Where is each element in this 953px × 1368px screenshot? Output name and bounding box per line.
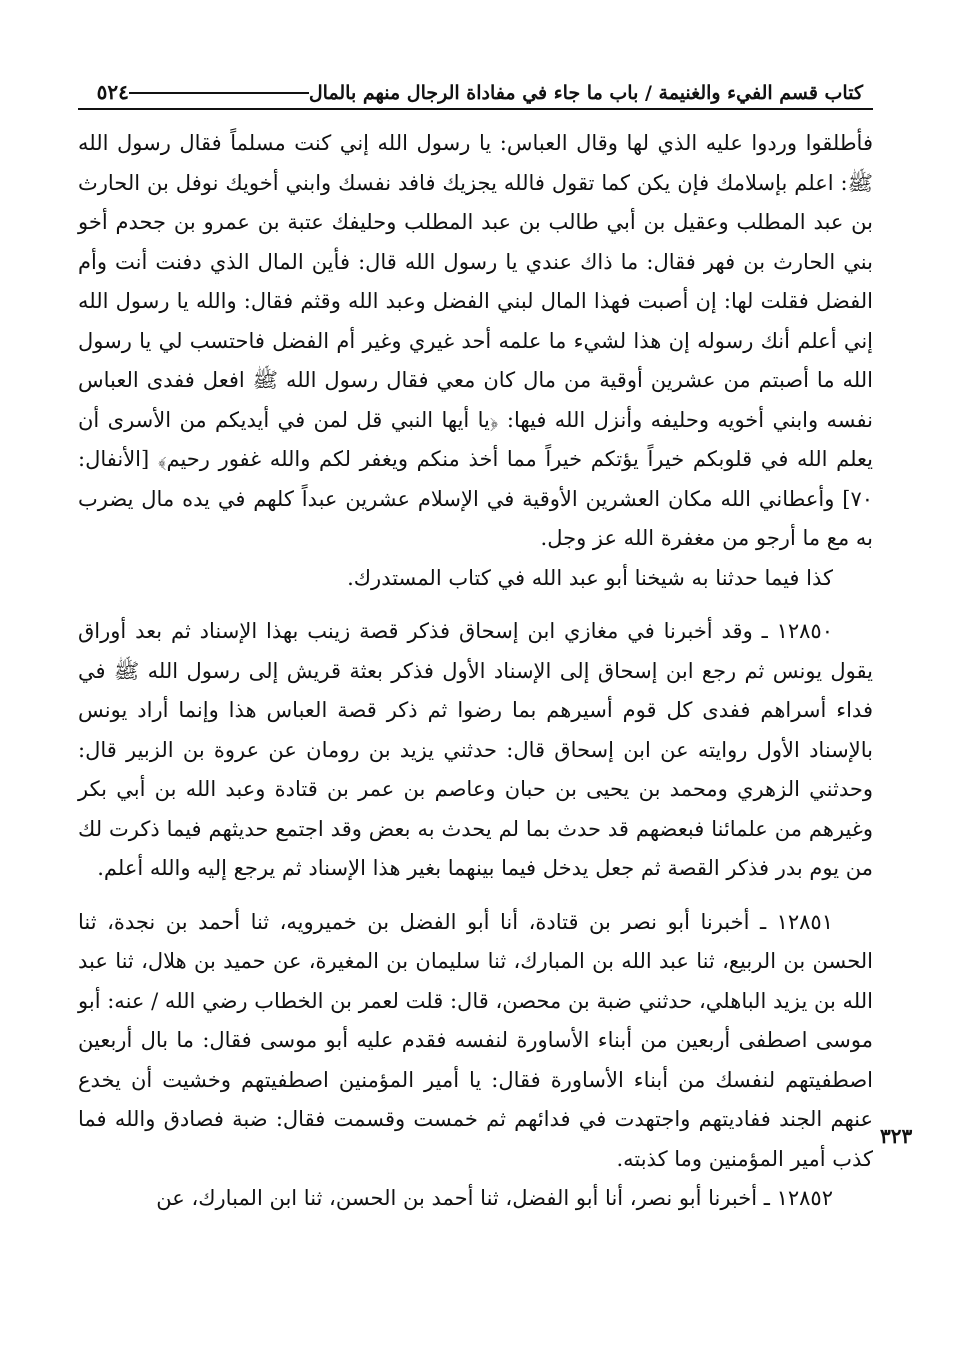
hadith-12852: ١٢٨٥٢ ـ أخبرنا أبو نصر، أنا أبو الفضل، ثنا أحمد بن الحسن، ثنا ابن المبارك، عن [156, 1186, 833, 1210]
page-number: ٥٢٤ [96, 80, 129, 104]
hadith-12850: ١٢٨٥٠ ـ وقد أخبرنا في مغازي ابن إسحاق فذكر قصة زينب بهذا الإسناد ثم بعد أوراق يقول يونس ثم رجع ابن إسحاق إلى الإسناد الأول فذكر بعثة قريش إلى رسول الله ﷺ في فداء أسراهم ففدى كل قوم أسيرهم بما رضوا ثم ذكر قصة العباس هذا وإنما أراد يونس بالإسناد الأول روايته عن ابن إسحاق قال: حدثني يزيد بن رومان عن عروة بن الزبير قال: وحدثني الزهري ومحمد بن يحيى بن حبان وعاصم بن عمر بن قتادة وعبد الله بن أبي بكر وغيرهم من علمائنا فبعضهم قد حدث بما لم يحدث به بعض وقد اجتمع حديثهم فيما ذكرت لك من يوم بدر فذكر القصة ثم جعل يدخل فيما بينهما بغير هذا الإسناد ثم يرجع إليه والله أعلم. [78, 619, 873, 880]
page-header [78, 68, 873, 110]
header-rule [129, 92, 309, 94]
paragraph-mustadrak-note: كذا فيما حدثنا به شيخنا أبو عبد الله في كتاب المستدرك. [347, 565, 833, 590]
page-body [78, 124, 873, 1219]
paragraph-abbas-story: فأطلقوا وردوا عليه الذي لها وقال العباس: يا رسول الله إني كنت مسلماً فقال رسول الله ﷺ: اعلم بإسلامك فإن يكن كما تقول فالله يجزيك فافد نفسك وابني أخويك نوفل بن الحارث بن عبد المطلب وعقيل بن أبي طالب بن عبد المطلب وحليفك عتبة بن عمرو بن جحدم أخو بني الحارث بن فهر فقال: ما ذاك عندي يا رسول الله قال: فأين المال الذي دفنت أنت وأم الفضل فقلت لها: إن أصبت فهذا المال لبني الفضل وعبد الله وقثم فقال: والله يا رسول الله إني أعلم أنك رسوله إن هذا لشيء ما علمه أحد غيري وغير أم الفضل فاحتسب لي يا رسول الله ما أصبتم من عشرين أوقية من مال كان معي فقال رسول الله ﷺ افعل ففدى العباس نفسه وابني أخويه وحليفه وأنزل الله فيها: ﴿يا أيها النبي قل لمن في أيديكم من الأسرى أن يعلم الله في قلوبكم خيراً يؤتكم خيراً مما أخذ منكم ويغفر لكم والله غفور رحيم﴾ [الأنفال: ٧٠] وأعطاني الله مكان العشرين الأوقية في الإسلام عشرين عبداً كلهم في يده مال يضرب به مع ما أرجو من مغفرة الله عز وجل. [78, 131, 873, 550]
hadith-12851: ١٢٨٥١ ـ أخبرنا أبو نصر بن قتادة، أنا أبو الفضل بن خميرويه، ثنا أحمد بن نجدة، ثنا الحسن بن الربيع، ثنا عبد الله بن المبارك، ثنا سليمان بن المغيرة، عن حميد بن هلال، ثنا عبد الله بن يزيد الباهلي، حدثني ضبة بن محصن، قال: قلت لعمر بن الخطاب رضي الله / عنه: أبو موسى اصطفى أربعين من أبناء الأساورة لنفسه فقدم عليه أبو موسى فقال: ما بال أربعين اصطفيتهم لنفسك من أبناء الأساورة فقال: يا أمير المؤمنين اصطفيتهم وخشيت أن يخدع عنهم الجند ففاديتهم واجتهدت في فدائهم ثم خمست وقسمت فقال: ضبة فصادق والله فما كذب أمير المؤمنين وما كذبته. [78, 909, 873, 1171]
running-head: كتاب قسم الفيء والغنيمة / باب ما جاء في مفاداة الرجال منهم بالمال [308, 82, 863, 104]
margin-volume-page-number: ٣٢٣ [880, 1124, 913, 1148]
